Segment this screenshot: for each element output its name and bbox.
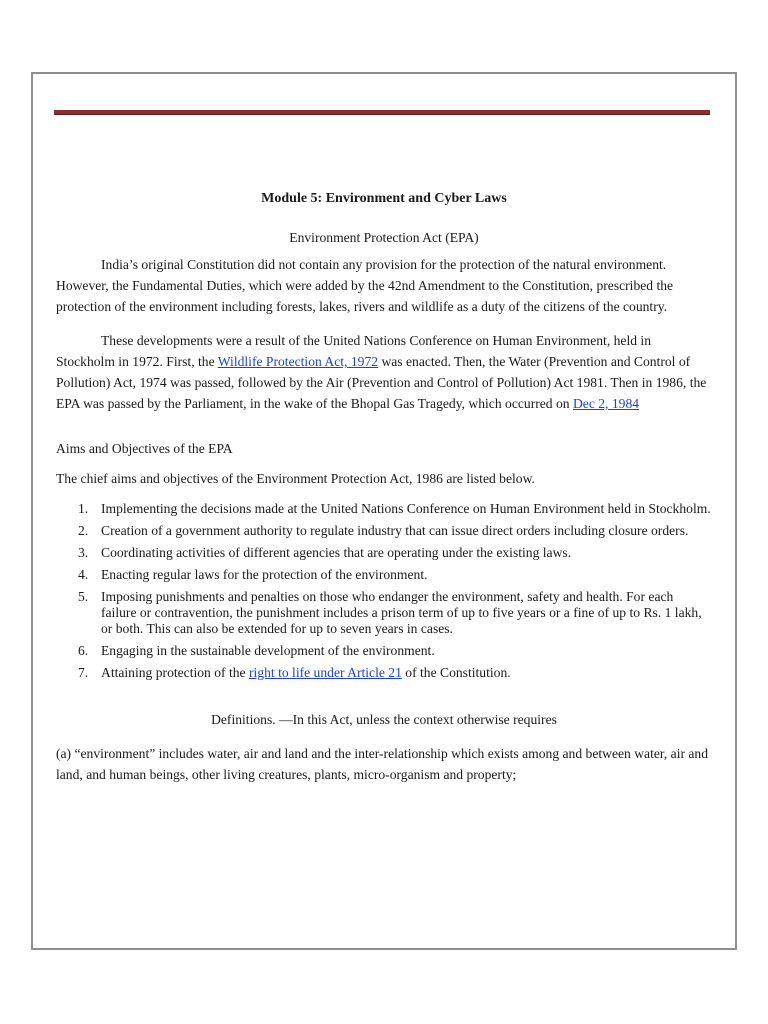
list-text: Imposing punishments and penalties on those who endanger the environment, safety and health. For each failure or contravention, the punishment includes a prison term of up to five years or a fine of up to Rs. 1 lakh, or both. This can also be extended for up to seven years in cases. <box>101 589 702 636</box>
list-text: Coordinating activities of different agencies that are operating under the existing laws. <box>101 545 572 560</box>
definitions-title: Definitions. —In this Act, unless the context otherwise requires <box>211 712 557 727</box>
section-title: Environment Protection Act (EPA) <box>289 230 479 245</box>
list-item <box>56 523 712 539</box>
list-item <box>56 501 712 517</box>
list-number: 7. <box>78 665 89 680</box>
bhopal-date-link[interactable]: Dec 2, 1984 <box>572 396 640 411</box>
aims-list <box>56 501 712 681</box>
list-text: Implementing the decisions made at the United Nations Conference on Human Environment held in Stockholm. <box>101 501 711 516</box>
aims-intro: The chief aims and objectives of the Environment Protection Act, 1986 are listed below. <box>56 471 535 486</box>
list-number: 5. <box>78 589 89 604</box>
list-number: 2. <box>78 523 89 538</box>
list-item <box>56 643 712 659</box>
list-number: 3. <box>78 545 89 560</box>
wildlife-act-link[interactable]: Wildlife Protection Act, 1972 <box>217 354 379 369</box>
document-body <box>56 188 712 785</box>
list-text: Attaining protection of the <box>101 665 249 680</box>
list-text: Creation of a government authority to regulate industry that can issue direct orders including closure orders. <box>101 523 689 538</box>
list-text: Enacting regular laws for the protection of the environment. <box>101 567 428 582</box>
definition-environment: (a) “environment” includes water, air and land and the inter-relationship which exists among and between water, air and land, and human beings, other living creatures, plants, micro-organism and property; <box>56 746 709 782</box>
list-number: 6. <box>78 643 89 658</box>
module-title: Module 5: Environment and Cyber Laws <box>261 191 507 206</box>
paragraph-text: These developments were a result of the United Nations Conference on Human Environment, held in Stockholm in 1972. First, the <box>56 333 652 369</box>
list-text: Engaging in the sustainable development of the environment. <box>101 643 435 658</box>
list-number: 4. <box>78 567 89 582</box>
list-number: 1. <box>78 501 89 516</box>
list-text: of the Constitution. <box>401 665 511 680</box>
list-item <box>56 545 712 561</box>
paragraph-constitution: India’s original Constitution did not contain any provision for the protection of the natural environment. However, the Fundamental Duties, which were added by the 42nd Amendment to the Constitution, prescribed the protection of the environment including forests, lakes, rivers and wildlife as a duty of the citizens of the country. <box>56 257 674 314</box>
header-rule <box>54 110 710 115</box>
paragraph-developments <box>56 330 712 414</box>
article-21-link[interactable]: right to life under Article 21 <box>249 665 402 680</box>
list-item <box>56 589 712 637</box>
list-item <box>56 665 712 681</box>
list-item <box>56 567 712 583</box>
aims-heading: Aims and Objectives of the EPA <box>56 441 233 456</box>
paragraph-text: was enacted. Then, the Water (Prevention and Control of Pollution) Act, 1974 was passed, followed by the Air (Prevention and Control of Pollution) Act 1981. Then in 1986, the EPA was passed by the Parliament, in the wake of the Bhopal Gas Tragedy, which occurred on <box>56 354 707 411</box>
